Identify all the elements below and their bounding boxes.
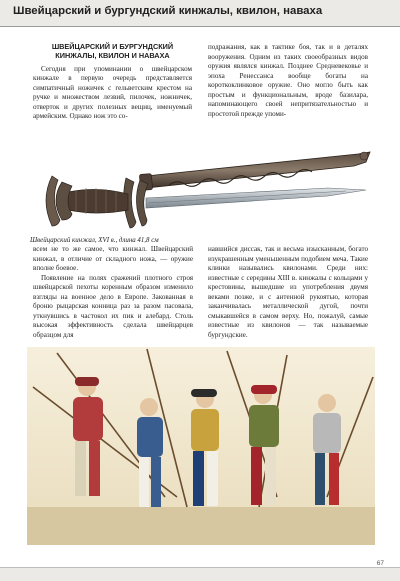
right-column-bottom: [208, 245, 368, 340]
section-heading: [33, 43, 192, 61]
section-heading-line-2: КИНЖАЛЫ, КВИЛОН И НАВАХА: [55, 50, 170, 60]
grip-icon: [68, 188, 128, 214]
swiss-infantry-illustration: [27, 347, 375, 545]
running-header: [0, 0, 400, 27]
page-number: 67: [376, 560, 384, 567]
paragraph: подражания, как в тактике боя, так и в деталях вооружения. Одним из таких своеобразных видов оружия являлся кинжал. Позднее Средневековье и эпоха Ренессанса вообще богаты на короткоклинковое оружие. Оно могло быть как простым и функциональным, вроде базилара, напоминающего своей непритязательностью и простотой прежде упоми-: [208, 43, 368, 118]
paragraph: Появление на полях сражений плотного строя швейцарской пехоты коренным образом изменило взгляды на военное дело в Европе. Закованная в броню рыцарская конница раз за разом пасовала, уткнувшись в частокол их пик и алебард. Столь высокая эффективность сделала швейцарцев образцом для: [33, 273, 193, 339]
right-column-top: [208, 43, 368, 119]
paragraph: навшийся диссак, так и весьма изысканным, богато изукрашенным уменьшенным подобием меча. Такие клинки назывались квилонами. Среди них: известные с середины XIII в. кинжалы с кольцами у крестовины, вышедшие из употребления двумя веками позже, и с антенной рукоятью, которая заканчивалась металлической дугой, почти смыкавшейся в самом верху. Но, пожалуй, самые известные из квилонов — так называемые бургундские.: [208, 245, 368, 339]
battle-figure: [27, 347, 375, 550]
running-header-title: Швейцарский и бургундский кинжалы, квилон, наваха: [13, 5, 323, 17]
section-heading-line-1: ШВЕЙЦАРСКИЙ И БУРГУНДСКИЙ: [51, 42, 174, 51]
dagger-illustration: [28, 140, 374, 236]
dagger-figure: [28, 140, 374, 241]
figure-caption: Швейцарский кинжал, XVI в., длина 41,8 см: [30, 237, 159, 244]
paragraph: Сегодня при упоминании о швейцарском кинжале в первую очередь представляется симпатичный ножичек с гельветским крестом на ручке и множеством лезвий, пилочек, ножничек, отверток и других полезных вещиц, именуемый армейским. Однако нож это со-: [33, 64, 192, 121]
sheath-icon: [139, 152, 370, 190]
blade-icon: [146, 188, 366, 208]
footer-bar: [0, 567, 400, 581]
paragraph: всем не то же самое, что кинжал. Швейцарский кинжал, в отличие от складного ножа, — оружие вполне боевое.: [33, 245, 193, 273]
pommel-icon: [46, 176, 72, 226]
left-column-top: [33, 43, 192, 122]
left-column-bottom: [33, 245, 193, 340]
